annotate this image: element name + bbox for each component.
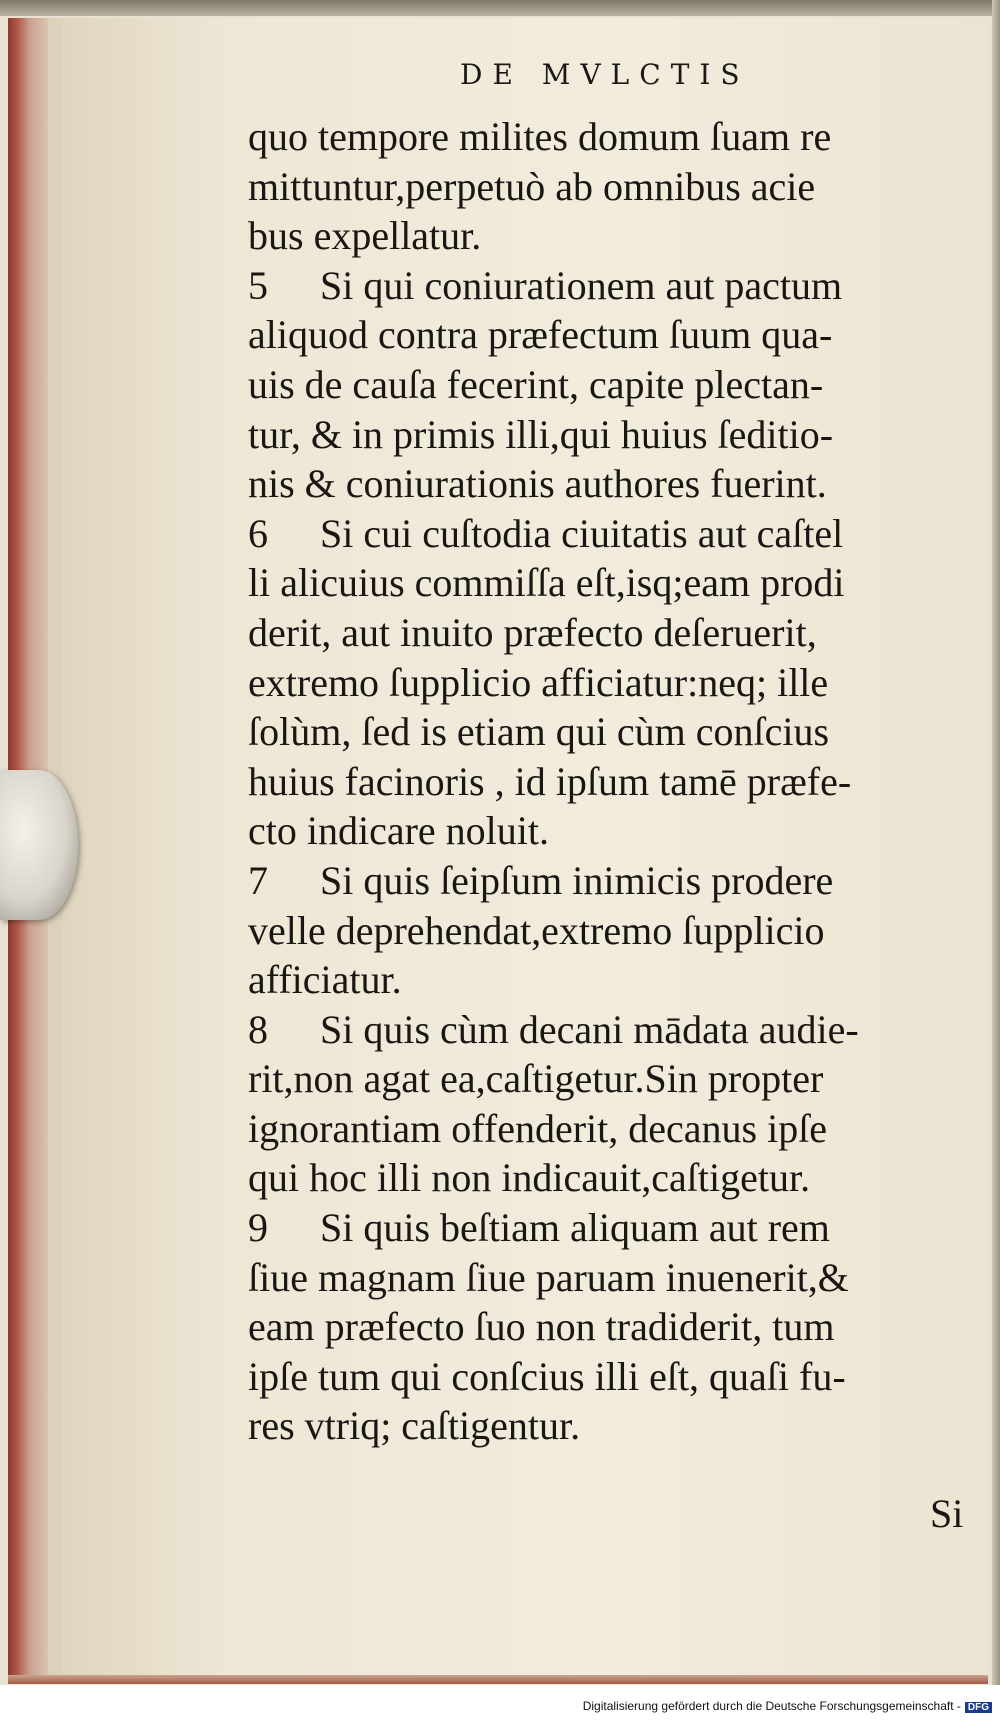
item-number-5: 5 [248,262,268,308]
item-5-line [248,261,968,311]
text-line: eam præfecto ſuo non tradiderit, tum [248,1304,835,1350]
page-clip [0,770,78,920]
dfg-logo: DFG [965,1702,992,1713]
text-line: bus expellatur. [248,213,482,259]
item-number-9: 9 [248,1205,268,1251]
text-line: cto indicare noluit. [248,808,550,854]
footer-text: Digitalisierung gefördert durch die Deutsche Forschungsgemeinschaft - [582,1699,961,1713]
text-line: res vtriq; caſtigentur. [248,1403,581,1449]
text-line: ſiue magnam ſiue paruam inuenerit,& [248,1254,849,1300]
item-number-7: 7 [248,857,268,903]
text-line: rit,non agat ea,caſtigetur.Sin propter [248,1056,824,1102]
text-line: velle deprehendat,extremo ſupplicio [248,907,825,953]
text-line: ſolùm, ſed is etiam qui cùm conſcius [248,709,830,755]
text-line: extremo ſupplicio afficiatur:neq; ille [248,659,829,705]
red-bottom-edge [8,1675,988,1684]
text-line: aliquod contra præfectum ſuum qua- [248,312,833,358]
text-line: nis & coniurationis authores fuerint. [248,461,827,507]
catchword: Si [930,1491,964,1536]
item-number-6: 6 [248,510,268,556]
item-7-line [248,856,968,906]
text-line: li alicuius commiſſa eſt,isq;eam prodi [248,560,845,606]
item-number-8: 8 [248,1006,268,1052]
digitization-footer [0,1699,1000,1719]
text-line: tur, & in primis illi,qui huius ſeditio- [248,411,834,457]
text-line: Si quis ſeipſum inimicis prodere [320,857,834,903]
text-line: Si quis beſtiam aliquam aut rem [320,1205,830,1251]
text-line: ignorantiam offenderit, decanus ipſe [248,1105,828,1151]
text-line: uis de cauſa fecerint, capite plectan- [248,361,824,407]
scan-top-edge [0,0,1000,16]
scan-right-edge [992,0,1000,1720]
text-line: ipſe tum qui conſcius illi eſt, quaſi fu- [248,1353,846,1399]
text-line: qui hoc illi non indicauit,caſtigetur. [248,1155,811,1201]
text-line: Si qui coniurationem aut pactum [320,262,843,308]
item-6-line [248,509,968,559]
text-line: derit, aut inuito præfecto deſeruerit, [248,609,817,655]
text-line: quo tempore milites domum ſuam re [248,114,832,159]
text-line: afficiatur. [248,957,402,1003]
text-line: mittuntur,perpetuò ab omnibus acie [248,163,816,209]
text-line: huius facinoris , id ipſum tamē præfe- [248,758,852,804]
text-line: Si cui cuſtodia ciuitatis aut caſtel [320,510,844,556]
running-head: DE MVLCTIS [460,58,750,91]
body-text [248,112,968,1451]
text-line: Si quis cùm decani mādata audie- [320,1006,859,1052]
item-8-line [248,1005,968,1055]
item-9-line [248,1203,968,1253]
